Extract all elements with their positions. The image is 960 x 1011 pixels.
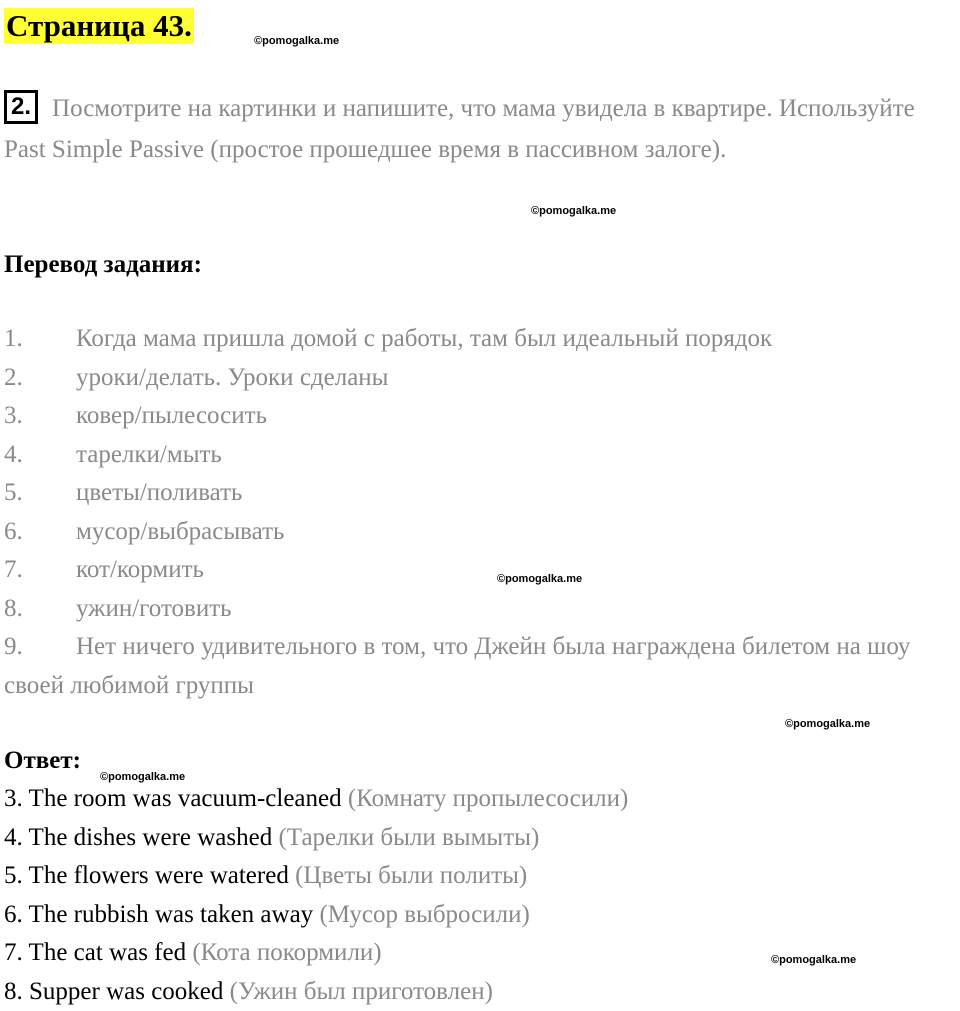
watermark: ©pomogalka.me	[100, 771, 185, 783]
item-number: 5.	[4, 474, 76, 513]
item-text: цветы/поливать	[76, 479, 242, 506]
answer-item	[4, 780, 934, 819]
task-number-badge: 2.	[4, 90, 38, 124]
item-number: 9.	[4, 628, 76, 667]
page-title: Страница 43.	[4, 8, 194, 44]
item-text: ковер/пылесосить	[76, 402, 267, 429]
item-number: 6.	[4, 513, 76, 552]
item-number: 4.	[4, 436, 76, 475]
answer-item	[4, 973, 934, 1011]
answer-russian: (Ужин был приготовлен)	[230, 978, 493, 1005]
translation-item	[4, 436, 959, 475]
answer-russian: (Кота покормили)	[192, 939, 381, 966]
answer-english: 8. Supper was cooked	[4, 978, 223, 1005]
watermark: ©pomogalka.me	[785, 718, 870, 730]
item-number: 1.	[4, 320, 76, 359]
watermark: ©pomogalka.me	[771, 954, 856, 966]
item-text: мусор/выбрасывать	[76, 518, 284, 545]
translation-item	[4, 551, 959, 590]
answer-list	[4, 780, 934, 1011]
translation-item	[4, 513, 959, 552]
item-number: 7.	[4, 551, 76, 590]
answer-english: 6. The rubbish was taken away	[4, 901, 313, 928]
answer-english: 4. The dishes were washed	[4, 824, 272, 851]
item-number: 8.	[4, 590, 76, 629]
translation-item	[4, 359, 959, 398]
item-number: 2.	[4, 359, 76, 398]
translation-heading: Перевод задания:	[4, 250, 202, 280]
item-text: Когда мама пришла домой с работы, там был идеальный порядок	[76, 325, 772, 352]
item-number: 3.	[4, 397, 76, 436]
answer-heading: Ответ:	[4, 746, 81, 776]
item-text: тарелки/мыть	[76, 441, 222, 468]
item-text: уроки/делать. Уроки сделаны	[76, 364, 388, 391]
answer-english: 7. The cat was fed	[4, 939, 186, 966]
watermark: ©pomogalka.me	[497, 573, 582, 585]
translation-item	[4, 320, 959, 359]
task-instruction	[4, 88, 934, 170]
translation-item	[4, 474, 959, 513]
answer-english: 5. The flowers were watered	[4, 862, 289, 889]
answer-russian: (Цветы были политы)	[295, 862, 527, 889]
answer-item	[4, 896, 934, 935]
translation-list	[4, 320, 959, 705]
watermark: ©pomogalka.me	[531, 205, 616, 217]
item-text: кот/кормить	[76, 556, 204, 583]
answer-item	[4, 819, 934, 858]
translation-item	[4, 397, 959, 436]
answer-russian: (Тарелки были вымыты)	[278, 824, 539, 851]
item-text: Нет ничего удивительного в том, что Джейн была награждена билетом на шоу своей любимой группы	[4, 633, 910, 699]
answer-english: 3. The room was vacuum-cleaned	[4, 785, 342, 812]
answer-item	[4, 857, 934, 896]
translation-item	[4, 590, 959, 629]
answer-russian: (Комнату пропылесосили)	[348, 785, 628, 812]
item-text: ужин/готовить	[76, 595, 232, 622]
translation-item	[4, 628, 959, 705]
watermark: ©pomogalka.me	[254, 35, 339, 47]
task-text: Посмотрите на картинки и напишите, что мама увидела в квартире. Используйте Past Simple Passive (простое прошедшее время в пассивном залоге).	[4, 95, 915, 163]
answer-russian: (Мусор выбросили)	[319, 901, 529, 928]
